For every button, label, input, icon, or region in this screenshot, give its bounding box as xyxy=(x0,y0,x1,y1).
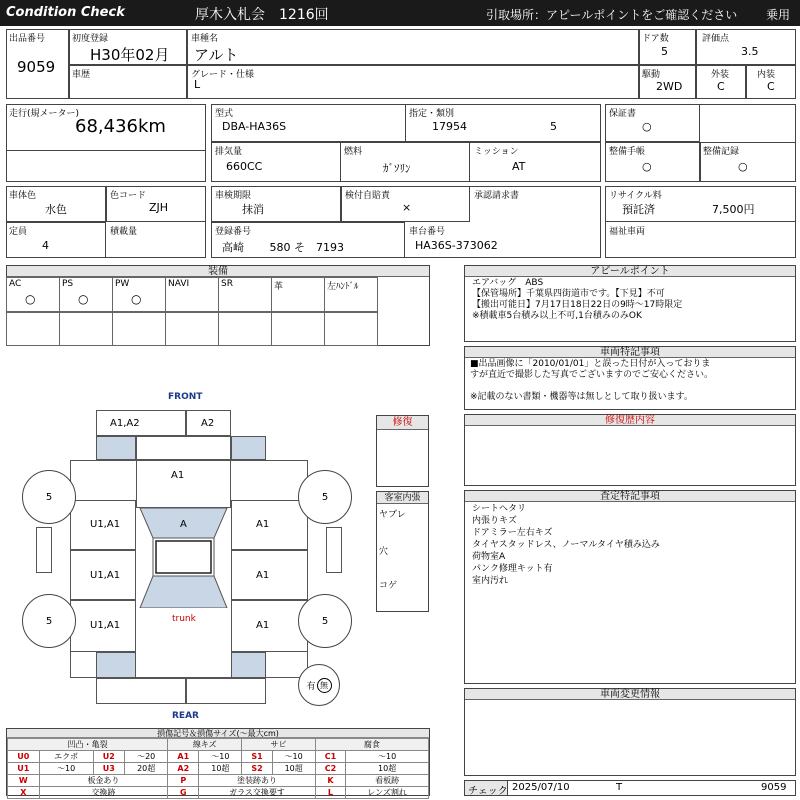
fuel-type: ｶﾞｿﾘﾝ xyxy=(383,162,411,175)
spare-tire: 有 無 xyxy=(298,664,340,706)
equipment-item: SR xyxy=(218,277,272,312)
right-rear-door xyxy=(231,550,308,600)
chassis-number: HA36S-373062 xyxy=(415,239,498,252)
inspection-expiry: 抹消 xyxy=(242,203,264,216)
color-code: ZJH xyxy=(149,201,169,214)
equipment-item: 左ﾊﾝﾄﾞﾙ xyxy=(324,277,378,312)
auction-title: 厚木入札会 1216回 xyxy=(195,7,329,23)
change-info-panel xyxy=(464,688,796,776)
right-mirror xyxy=(326,527,342,573)
car-name: アルト xyxy=(194,46,239,64)
tire-rear-right: 5 xyxy=(298,594,352,648)
interior-grade: C xyxy=(767,80,775,93)
grade: L xyxy=(194,78,201,91)
displacement: 660CC xyxy=(226,160,263,173)
pickup-notice: 引取場所：アピールポイントをご確認ください xyxy=(486,8,738,22)
tire-front-left: 5 xyxy=(22,470,76,524)
transmission: AT xyxy=(512,160,526,173)
exterior-grade: C xyxy=(717,80,725,93)
legend-row: U0 エクボ U2 〜20 A1 〜10 S1 〜10 C1 〜10 xyxy=(8,751,429,763)
body-color: 水色 xyxy=(45,203,67,216)
condition-check-logo: Condition Check xyxy=(6,5,125,20)
left-mirror xyxy=(36,527,52,573)
model-code: DBA-HA36S xyxy=(222,120,287,133)
check-date: 2025/07/10 xyxy=(512,782,570,793)
evaluation-score: 3.5 xyxy=(741,45,759,58)
damage-legend: 損傷記号＆損傷サイズ(〜最大cm) 凹凸・亀裂 線キズ サビ 腐食 U0 エクボ U2 〜20 A1 〜10 S1 〜10 C1 〜10 U1 〜10 U3 20超 A2 10超 S2 10超 C2 10超 W 板金あり P 塗装跡あり K 看板跡 X 交換跡 G ガラス交換要す L レンズ割れ xyxy=(6,728,430,796)
tire-front-right: 5 xyxy=(298,470,352,524)
right-quarter xyxy=(231,600,308,652)
hood xyxy=(136,460,231,508)
mileage: 68,436km xyxy=(75,116,166,137)
header-bar xyxy=(0,0,800,26)
rear-bumper-left xyxy=(96,678,186,704)
equipment-item: PW ○ xyxy=(112,277,166,312)
equipment-item: PS ○ xyxy=(59,277,113,312)
seating-capacity: 4 xyxy=(42,239,49,252)
door-count: 5 xyxy=(661,45,668,58)
notes-text: ■出品画像に「2010/01/01」と誤った日付が入っておりま すが直近で撮影した写真でございますのでご安心ください。 ※記載のない書類・機器等は無しとして取り扱います。 xyxy=(470,359,714,402)
appeal-text: エアバッグ ABS 【保管場所】千葉県四街道市です。【下見】不可 【搬出可能日】7月17日18日22日の9時〜17時限定 ※積載車5台積み以上不可,1台積みのみOK xyxy=(472,278,683,321)
equipment-item: AC ○ xyxy=(6,277,60,312)
spare-none-icon: 無 xyxy=(317,678,332,693)
recycle-fee: 7,500円 xyxy=(712,203,755,216)
plate-number: 高崎 580 そ 7193 xyxy=(222,241,344,254)
legend-row: W 板金あり P 塗装跡あり K 看板跡 xyxy=(8,775,429,787)
equipment-item: NAVI xyxy=(165,277,219,312)
equipment-item: 革 xyxy=(271,277,325,312)
rear-bumper-right xyxy=(186,678,266,704)
lot-number: 9059 xyxy=(17,58,56,76)
drive-type: 2WD xyxy=(656,80,683,93)
first-registration: H30年02月 xyxy=(90,46,170,64)
right-front-door xyxy=(231,500,308,550)
assessment-text: シートヘタリ 内張りキズ ドアミラー左右キズ タイヤスタッドレス、ノーマルタイヤ積み込み 荷物室A パンク修理キット有 室内汚れ xyxy=(472,504,660,586)
category-label: 乗用 xyxy=(766,8,791,22)
tire-rear-left: 5 xyxy=(22,594,76,648)
legend-row: X 交換跡 G ガラス交換要す L レンズ割れ xyxy=(8,787,429,799)
legend-row: U1 〜10 U3 20超 A2 10超 S2 10超 C2 10超 xyxy=(8,763,429,775)
